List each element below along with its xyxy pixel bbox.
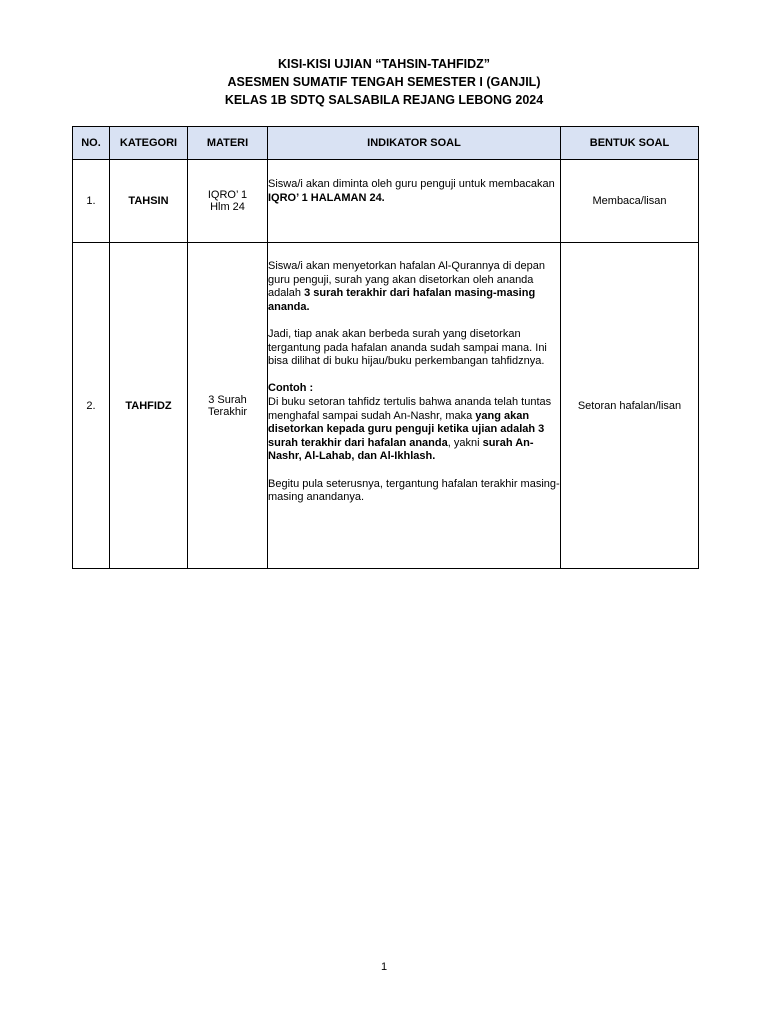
indikator-paragraph <box>268 178 560 205</box>
document-title <box>0 55 768 109</box>
cell-indikator <box>268 160 561 243</box>
indikator-paragraph-4: Begitu pula seterusnya, tergantung hafalan terakhir masing-masing anandanya. <box>268 477 560 504</box>
title-line-3: KELAS 1B SDTQ SALSABILA REJANG LEBONG 2024 <box>224 93 544 107</box>
header-materi: MATERI <box>188 127 268 160</box>
indikator-text: Siswa/i akan menyetorkan hafalan Al-Qurannya di depan guru penguji, surah yang akan disetorkan oleh ananda adalah <box>268 260 546 300</box>
header-bentuk-soal: BENTUK SOAL <box>561 127 699 160</box>
example-text-1: Di buku setoran tahfidz tertulis bahwa ananda telah tuntas menghafal sampai sudah An-Nashr, maka <box>268 395 552 422</box>
indikator-bold-text: IQRO’ 1 HALAMAN 24. <box>268 191 385 204</box>
example-bold-1: yang akan disetorkan kepada guru penguji ketika ujian adalah 3 surah terakhir dari hafalan ananda <box>268 409 545 449</box>
materi-line-1: IQRO’ 1 <box>207 189 248 201</box>
title-line-1: KISI-KISI UJIAN “TAHSIN-TAHFIDZ” <box>277 57 491 71</box>
title-line-2: ASESMEN SUMATIF TENGAH SEMESTER I (GANJIL) <box>227 75 541 89</box>
header-no: NO. <box>73 127 110 160</box>
example-text-2: , yakni <box>447 436 483 449</box>
cell-no: 1. <box>73 160 110 243</box>
indikator-bold-text: 3 surah terakhir dari hafalan masing-masing ananda. <box>268 287 536 313</box>
materi-line-2: Hlm 24 <box>210 201 245 213</box>
header-indikator-soal: INDIKATOR SOAL <box>268 127 561 160</box>
example-bold-2: surah An-Nashr, Al-Lahab, dan Al-Ikhlash. <box>268 436 534 463</box>
indikator-paragraph-1 <box>268 260 560 314</box>
cell-bentuk-soal: Membaca/lisan <box>561 160 699 243</box>
cell-kategori: TAHFIDZ <box>110 243 188 569</box>
cell-no: 2. <box>73 243 110 569</box>
kisi-kisi-table <box>72 126 699 569</box>
materi-line-2: Terakhir <box>207 405 248 418</box>
indikator-text: Siswa/i akan diminta oleh guru penguji untuk membacakan <box>268 178 555 190</box>
example-heading: Contoh : <box>268 382 314 395</box>
cell-kategori: TAHSIN <box>110 160 188 243</box>
indikator-example <box>268 382 560 464</box>
table-row <box>73 160 699 243</box>
table-header-row <box>73 127 699 160</box>
header-kategori: KATEGORI <box>110 127 188 160</box>
materi-line-1: 3 Surah <box>208 393 247 406</box>
cell-bentuk-soal: Setoran hafalan/lisan <box>561 243 699 569</box>
cell-materi <box>188 243 268 569</box>
cell-materi <box>188 160 268 243</box>
indikator-paragraph-2: Jadi, tiap anak akan berbeda surah yang disetorkan tergantung pada hafalan ananda sudah sampai mana. Ini bisa dilihat di buku hijau/buku perkembangan tahfidznya. <box>268 327 547 368</box>
table-row <box>73 243 699 569</box>
cell-indikator <box>268 243 561 569</box>
page-number: 1 <box>380 961 388 973</box>
